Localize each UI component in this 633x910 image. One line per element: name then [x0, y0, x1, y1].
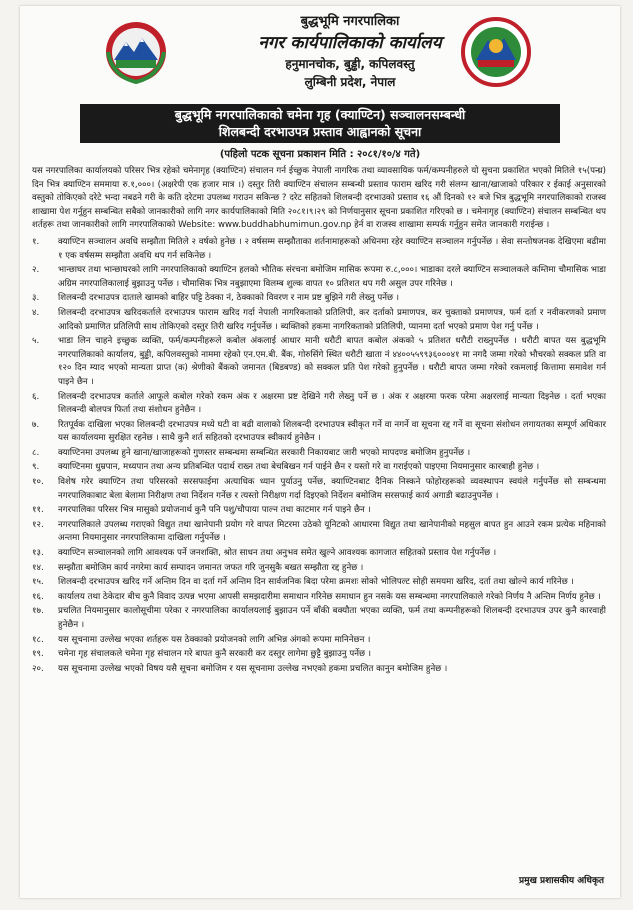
condition-text: कार्यालय तथा ठेकेदार बीच कुनै विवाद उत्पन्न भएमा आपसी समझदारीमा समाधान गरिनेछ समाधान हुन नसके यस सम्बन्धमा नगरपालिकाले गरेको निर्णय नै अन्तिम निर्णय हुनेछ ।: [58, 591, 601, 602]
condition-text: सम्झौता बमोजिम कार्य नगरेमा कार्य सम्पादन जमानत जफत गरि जुनसुकै बखत सम्झौता रद्द हुनेछ ।: [58, 562, 364, 573]
title-line-2: शिलबन्दी दरभाउपत्र प्रस्ताव आह्वानको सूचना: [218, 124, 422, 139]
condition-item: [32, 634, 606, 648]
condition-number: ६.: [32, 391, 40, 402]
condition-text: चमेना गृह संचालकले चमेना गृह संचालन गरे बापत कुनै सरकारी कर दस्तुर लागेमा छुट्टै बुझाउनु पर्नेछ ।: [58, 649, 372, 660]
condition-item: [32, 236, 606, 263]
condition-number: १.: [32, 236, 40, 247]
condition-text: रितपूर्वक दाखिला भएका शिलबन्दी दरभाउपत्र मध्ये घटी वा बढी वालाको शिलबन्दी दरभाउपत्र स्वीकृत गर्ने वा नगर्ने वा सूचना रद्द गर्ने वा सूचना संशोधन लगायतका सम्पूर्ण अधिकार यस कार्यालयमा सुरक्षित रहनेछ । साथै कुनै शर्त सहितको दरभाउपत्र स्वीकार्य हुनेछैन ।: [58, 419, 606, 444]
condition-number: १२.: [32, 519, 44, 530]
condition-item: [32, 504, 606, 518]
notice-title: [80, 104, 560, 143]
condition-item: [32, 547, 606, 561]
signature-title: प्रमुख प्रशासकीय अधिकृत: [518, 876, 604, 886]
condition-number: ५.: [32, 336, 40, 347]
condition-item: [32, 605, 606, 632]
condition-text: क्याण्टिनमा उपलब्ध हुने खाना/खाजाहरूको गुणस्तर सम्बन्धमा सम्बन्धित सरकारी निकायबाट जारी भएको मापदण्ड बमोजिम हुनुपर्नेछ ।: [58, 447, 471, 458]
condition-item: [32, 519, 606, 546]
condition-number: ७.: [32, 419, 40, 430]
condition-item: [32, 292, 606, 306]
condition-number: १५.: [32, 577, 44, 588]
condition-text: प्रचलित नियमानुसार कालोसूचीमा परेका र नगरपालिका कार्यालयलाई बुझाउन पर्ने बाँकी बक्यौता भएका व्यक्ति, फर्म तथा कम्पनीहरूको शिलबन्दी दरभाउपत्र उपर कुनै कारवाही हुनेछैन ।: [58, 606, 606, 630]
condition-item: [32, 576, 606, 590]
condition-number: ३.: [32, 293, 40, 304]
condition-text: क्याण्टिन सञ्चालनको लागि आवश्यक पर्ने जनशक्ति, श्रोत साधन तथा अनुभव समेत खुल्ने आवश्यक कागजात सहितको प्रस्ताव पेश गर्नुपर्नेछ ।: [58, 548, 497, 559]
condition-item: [32, 591, 606, 605]
publication-date: (पहिलो पटक सूचना प्रकाशन मिति : २०८१/१०/४ गते): [219, 149, 421, 160]
condition-number: १०.: [32, 477, 44, 488]
condition-number: १३.: [32, 548, 44, 559]
condition-number: ८.: [32, 447, 40, 458]
condition-text: नगरपालिका परिसर भित्र मासुको प्रयोजनार्थ कुनै पनि पशु/चौपाया पाल्न तथा काटमार गर्न पाइने छैन ।: [58, 505, 371, 516]
condition-number: १६.: [32, 591, 44, 602]
office-address: हनुमानचोक, बुड्ढी, कपिलवस्तु: [285, 57, 415, 71]
condition-text: शिलबन्दी दरभाउपत्र दाताले खामको बाहिर पट्टि ठेक्का नं, ठेक्काको विवरण र नाम प्रष्ट बुझिने गरी लेख्नु पर्नेछ ।: [58, 293, 400, 304]
condition-text: नगरपालिकाले उपलब्ध गराएको विद्युत तथा खानेपानी प्रयोग गरे वापत मिटरमा उठेको यूनिटको आधारमा विद्युत तथा खानेपानीको महसुल बापत हुन आउने रकम प्रत्येक महिनाको अन्तमा नियमानुसार नगरपालिकामा दाखिला गर्नुपर्नेछ ।: [58, 519, 606, 544]
condition-item: [32, 461, 606, 475]
condition-item: [32, 562, 606, 576]
letterhead: [20, 6, 620, 102]
condition-text: शिलबन्दी दरभाउपत्र कर्ताले आफूले कबोल गरेको रकम अंक र अक्षरमा प्रष्ट देखिने गरी लेख्नु पर्ने छ । अंक र अक्षरमा फरक परेमा अक्षरलाई मान्यता दिइनेछ । दर्ता भएका शिलबन्दी बोलपत्र फिर्ता तथा संशोधन हुनेछैन ।: [58, 391, 606, 416]
condition-text: क्याण्टिन सञ्चालन अवधि सम्झौता मितिले २ वर्षको हुनेछ । २ वर्षसम्म सम्झौताका शर्तनामाहरूको अधिनमा रहेर क्याण्टिन सञ्चालन गर्नुपर्नेछ । सेवा सन्तोषजनक देखिएमा बढीमा १ एक वर्षसम्म सम्झौता अवधि थप गर्न सकिनेछ ।: [58, 236, 606, 261]
municipality-name: बुद्धभूमि नगरपालिका: [300, 14, 400, 29]
condition-text: क्याण्टिनमा धुम्रपान, मध्यपान तथा अन्य प्रतिबन्धित पदार्थ राख्न तथा बेचबिखन गर्न पाईने छैन र यस्तो गरे वा गराईएको पाइएमा नियमानुसार कारबाही हुनेछ ।: [58, 462, 540, 473]
province-name: लुम्बिनी प्रदेश, नेपाल: [304, 75, 396, 89]
condition-text: यस सूचनामा उल्लेख भएको विषय यसै सूचना बमोजिम र यस सूचनामा उल्लेख नभएको हकमा प्रचलित कानुन बमोजिम हुनेछ ।: [58, 663, 448, 674]
condition-item: [32, 307, 606, 334]
office-name: नगर कार्यपालिकाको कार्यालय: [258, 33, 442, 53]
condition-item: [32, 419, 606, 446]
condition-number: १७.: [32, 606, 44, 617]
condition-item: [32, 447, 606, 461]
condition-number: १९.: [32, 649, 44, 660]
nepal-emblem-icon: [104, 20, 168, 84]
condition-item: [32, 663, 606, 677]
condition-text: शिलबन्दी दरभाउपत्र खरिदकर्ताले दरभाउपत्र फाराम खरिद गर्दा नेपाली नागरिकताको प्रतिलिपी, कर दर्ताको प्रमाणपत्र, कर चुक्ताको प्रमाणपत्र, फर्म दर्ता र नवीकरणको प्रमाण आदिको प्रमाणित प्रतिलिपी साथ तोकिएको दस्तुर तिरी खरिद गर्नुपर्नेछ । ब्यक्तिको हकमा नागरिकताको प्रतिलिपी, प्यानमा दर्ता भएको प्रमाण पेश गर्नु पर्नेछ ।: [58, 307, 606, 332]
condition-number: १८.: [32, 634, 44, 645]
condition-item: [32, 391, 606, 418]
condition-number: १४.: [32, 562, 44, 573]
condition-number: ४.: [32, 307, 40, 318]
conditions-list: [32, 236, 606, 676]
condition-item: [32, 335, 606, 389]
condition-number: २०.: [32, 663, 44, 674]
condition-text: भाडा लिन चाहने इच्छुक व्यक्ति, फर्म/कम्पनीहरूले कबोल अंकलाई आधार मानी धरौटी बापत कबोल अंकको ५ प्रतिशत धरौटी राख्नुपर्नेछ । धरौटी बापत यस बुद्धभूमि नगरपालिकाको कार्यालय, बुड्ढी, कपिलवस्तुको नाममा रहेको एन.एम.बी. बैंक, गोरुसिंगे स्थित धरौटी खाता नं ४४००५५९९३६०००४१ मा नगदै जम्मा गरेको भौचरको सक्कल प्रति वा १२० दिन म्याद भएको मान्यता प्राप्त (क) श्रेणीको बैंकको जमानत (बिडबण्ड) को सक्कल प्रति पेश गरेको हुनुपर्नेछ । धरौटी बापत जम्मा गरेको रकमलाई कित्तामा समावेश गर्न पाइने छैन ।: [58, 336, 606, 387]
condition-item: [32, 648, 606, 662]
notice-page: [20, 6, 620, 898]
condition-item: [32, 476, 606, 503]
condition-text: भान्छाघर तथा भान्छाघरको लागि नगरपालिकाको क्याण्टिन हलको भौतिक संरचना बमोजिम मासिक रूपमा रु.८,०००। भाडाका दरले क्याण्टिन सञ्चालकले कम्तिमा चौमासिक भाडा अग्रिम नगरपालिकालाई बुझाउनु पर्नेछ । चौमासिक भित्र नबुझाएमा विलम्ब शुल्क वापत १० प्रतिशत थप गरी असुल उपर गरिनेछ ।: [58, 265, 606, 289]
title-line-1: बुद्धभूमि नगरपालिकाको चमेना गृह (क्याण्टिन) सञ्चालनसम्बन्धी: [174, 107, 466, 122]
condition-text: शिलबन्दी दरभाउपत्र खरिद गर्ने अन्तिम दिन वा दर्ता गर्ने अन्तिम दिन सार्वजनिक बिदा परेमा क्रमशः सोको भोलिपल्ट सोही समयमा खरिद, दर्ता तथा खोल्ने कार्य गरिनेछ ।: [58, 577, 574, 588]
intro-paragraph: यस नगरपालिका कार्यालयको परिसर भित्र रहेको चमेनागृह (क्याण्टिन) संचालन गर्न ईच्छुक नेपाली नागरिक तथा व्यावसायिक फर्म/कम्पनीहरुले यो सुचना प्रकाशित भएको मितिले १५(पन्ध्र) दिन भित्र क्याण्टिन सममाया रु.१,०००। (अक्षरेपी एक हजार मात्र ।) दस्तुर तिरी क्याण्टिन संचालन सम्बन्धी प्रस्ताव फाराम खरिद गरी संलग्न खाना/खाजाको परिकार र ईकाई अनुसारको वस्तुको तोकिएको दरेटे भन्दा नबढने गरी के कति दरेटमा उपलब्ध गराउन सकिन्छ ? दरेट सहितको शिलबन्दी दरभाउको प्रस्ताव १६ औं दिनको १२ बजे भित्र बुद्धभूमि नगरपालिकाको राजस्व शाखामा पेश गर्नुहुन सम्बन्धित सबैको जानकारीको लागि नगर कार्यपालिकाको मिति २०८१।९।२९ को निर्णयानुसार सूचना प्रकाशित गरिएको छ । चमेनागृह (क्याण्टिन) संचालन सम्बन्धित थप शर्तहरू तथा जानकारीको लागि नगरपालिकाको Website: www.buddhabhumimun.gov.np हेर्न वा राजस्व शाखामा सम्पर्क गर्नुहुन समेत जानकारी गराईन्छ ।: [32, 166, 606, 231]
condition-text: यस सूचनामा उल्लेख भएका शर्तहरू यस ठेक्काको प्रयोजनको लागि अभिन्न अंगको रूपमा मानिनेछन ।: [58, 634, 371, 645]
condition-number: ११.: [32, 505, 44, 516]
condition-text: विशेष गरेर क्याण्टिन तथा परिसरको सरसफाईमा अत्याधिक ध्यान पुर्याउनु पर्नेछ, क्याण्टिनबाट दैनिक निस्कने फोहोरहरूको व्यवस्थापन स्वयंले गर्नुपर्नेछ सो सम्बन्धमा नगरपालिकाबाट बेला बेलामा निरीक्षण तथा निर्देशन गर्नेछ र त्यस्तो निरीक्षण गर्दा दिइएको निर्देशन बमोजिम सरसफाई कार्य अगाडी बढाउनुपर्नेछ ।: [58, 477, 606, 501]
condition-number: ९.: [32, 462, 40, 473]
condition-item: [32, 264, 606, 291]
municipality-logo-icon: [460, 16, 532, 88]
condition-number: २.: [32, 265, 40, 276]
